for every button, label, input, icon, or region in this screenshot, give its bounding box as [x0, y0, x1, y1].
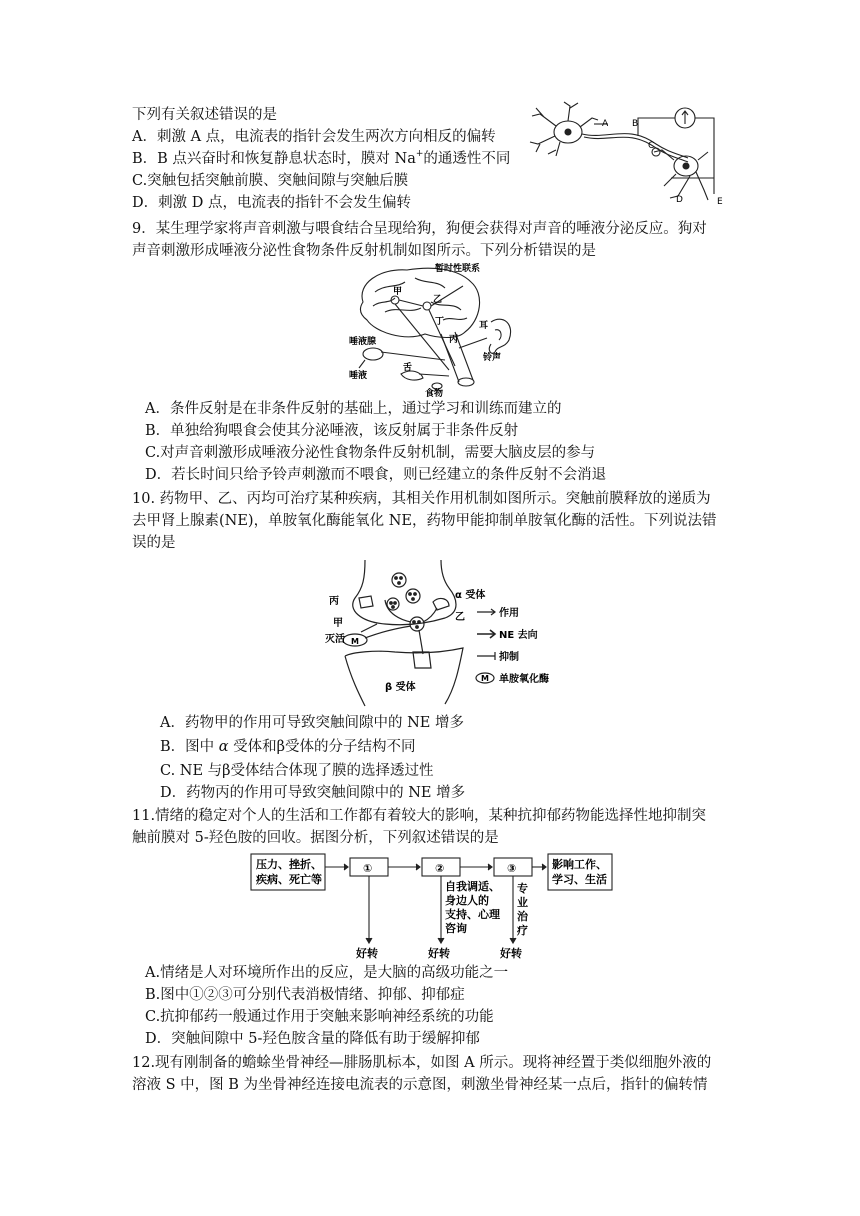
fig9-label-gland: 唾液腺	[349, 337, 377, 347]
flow-better-1: 好转	[356, 947, 378, 960]
q9-option-c: C.对声音刺激形成唾液分泌性食物条件反射机制，需要大脑皮层的参与	[145, 445, 596, 461]
flow-node-1: ①	[363, 862, 373, 875]
fig10-label-bing: 丙	[329, 596, 339, 607]
conditioned-reflex-figure	[345, 262, 535, 398]
q8-option-c: C.突触包括突触前膜、突触间隙与突触后膜	[132, 173, 409, 189]
fig10-label-beta: β 受体	[385, 682, 416, 693]
fig9-label-jia: 甲	[393, 287, 403, 297]
fig10-enzyme-m: M	[351, 637, 359, 646]
fig9-label-bell: 铃声	[483, 353, 502, 363]
q9-option-d: D．若长时间只给予铃声刺激而不喂食，则已经建立的条件反射不会消退	[145, 467, 607, 483]
q11-option-d: D．突触间隙中 5-羟色胺含量的降低有助于缓解抑郁	[145, 1031, 480, 1047]
fig10-legend-mao: 单胺氧化酶	[499, 674, 549, 685]
q9-option-b: B．单独给狗喂食会使其分泌唾液，该反射属于非条件反射	[145, 423, 519, 439]
flow-side2-char1: 专	[517, 882, 528, 895]
flow-start-line2: 疾病、死亡等	[256, 873, 322, 886]
q8-option-a: A．刺激 A 点，电流表的指针会发生两次方向相反的偏转	[132, 129, 496, 145]
synapse-drug-figure	[325, 558, 555, 708]
flow-end-line2: 学习、生活	[552, 873, 607, 886]
fig10-legend-m: M	[481, 674, 489, 683]
fig10-legend-inhibit: 抑制	[499, 652, 519, 663]
flow-node-2: ②	[435, 862, 445, 875]
q10-option-a: A．药物甲的作用可导致突触间隙中的 NE 增多	[160, 715, 464, 731]
fig9-label-ear: 耳	[479, 321, 489, 331]
fig8-label-d: D	[676, 195, 683, 205]
q10-option-c: C. NE 与β受体结合体现了膜的选择透过性	[160, 763, 434, 779]
neuron-galvanometer-figure	[528, 100, 728, 210]
q9-stem-line2: 声音刺激形成唾液分泌性食物条件反射机制如图所示。下列分析错误的是	[132, 243, 596, 259]
q10-stem-line3: 误的是	[132, 535, 176, 551]
flow-end-line1: 影响工作、	[552, 858, 607, 871]
flow-side2-char3: 治	[517, 910, 528, 923]
flow-side1-line1: 自我调适、	[445, 880, 500, 893]
q11-option-a: A.情绪是人对环境所作出的反应，是大脑的高级功能之一	[145, 965, 509, 981]
fig10-label-inactivate: 灭活	[325, 634, 345, 645]
q10-stem-line2: 去甲肾上腺素(NE)，单胺氧化酶能氧化 NE，药物甲能抑制单胺氧化酶的活性。下列说法错	[132, 513, 717, 529]
q10-stem-line1: 10. 药物甲、乙、丙均可治疗某种疾病，其相关作用机制如图所示。突触前膜释放的递质为	[132, 491, 711, 507]
flow-side1-line4: 咨询	[445, 922, 467, 935]
q11-option-b: B.图中①②③可分别代表消极情绪、抑郁、抑郁症	[145, 987, 465, 1003]
flow-side2-char2: 业	[517, 896, 528, 909]
flow-side2-char4: 疗	[517, 924, 528, 937]
fig10-label-alpha: α 受体	[455, 590, 486, 601]
fig8-label-b: B	[632, 119, 639, 129]
q9-option-a: A．条件反射是在非条件反射的基础上，通过学习和训练而建立的	[145, 401, 562, 417]
fig8-label-a: A	[602, 119, 609, 129]
flow-side1-line2: 身边人的	[445, 894, 489, 907]
emotion-flow-diagram	[250, 850, 615, 962]
fig9-label-link: 暂时性联系	[435, 264, 481, 274]
fig10-label-jia: 甲	[333, 618, 343, 629]
q12-line1: 12.现有刚制备的蟾蜍坐骨神经—腓肠肌标本，如图 A 所示。现将神经置于类似细胞外液的	[132, 1055, 712, 1071]
q11-stem-line2: 触前膜对 5-羟色胺的回收。据图分析，下列叙述错误的是	[132, 830, 499, 846]
flow-start-line1: 压力、挫折、	[256, 858, 322, 871]
q10-option-b: B．图中 α 受体和β受体的分子结构不同	[160, 739, 416, 755]
fig8-label-c: C	[648, 141, 655, 151]
flow-side1-line3: 支持、心理	[445, 908, 500, 921]
fig10-legend-action: 作用	[499, 608, 519, 619]
fig10-legend-ne-flow: NE 去向	[499, 630, 538, 641]
flow-better-2: 好转	[428, 947, 450, 960]
fig9-label-ding: 丁	[435, 317, 445, 327]
q8-option-b: B．B 点兴奋时和恢复静息状态时，膜对 Na+的通透性不同	[132, 149, 511, 167]
fig9-label-food: 食物	[425, 389, 444, 398]
q10-option-d: D．药物丙的作用可导致突触间隙中的 NE 增多	[160, 785, 466, 801]
flow-better-3: 好转	[500, 947, 522, 960]
fig9-label-yi: 乙	[433, 295, 443, 305]
q9-stem-line1: 9．某生理学家将声音刺激与喂食结合呈现给狗，狗便会获得对声音的唾液分泌反应。狗对	[132, 221, 707, 237]
flow-node-3: ③	[507, 862, 517, 875]
fig10-label-yi: 乙	[455, 612, 465, 623]
q8-stem: 下列有关叙述错误的是	[132, 107, 277, 123]
fig8-label-e: E	[717, 197, 723, 207]
fig9-label-saliva: 唾液	[349, 371, 368, 381]
fig9-label-tongue: 舌	[403, 363, 413, 373]
fig9-label-bing: 丙	[449, 335, 459, 345]
q8-option-d: D．刺激 D 点，电流表的指针不会发生偏转	[132, 195, 411, 211]
q11-stem-line1: 11.情绪的稳定对个人的生活和工作都有着较大的影响，某种抗抑郁药物能选择性地抑制突	[132, 808, 707, 824]
q12-line2: 溶液 S 中，图 B 为坐骨神经连接电流表的示意图，刺激坐骨神经某一点后，指针的偏转情	[132, 1077, 708, 1093]
q11-option-c: C.抗抑郁药一般通过作用于突触来影响神经系统的功能	[145, 1009, 494, 1025]
